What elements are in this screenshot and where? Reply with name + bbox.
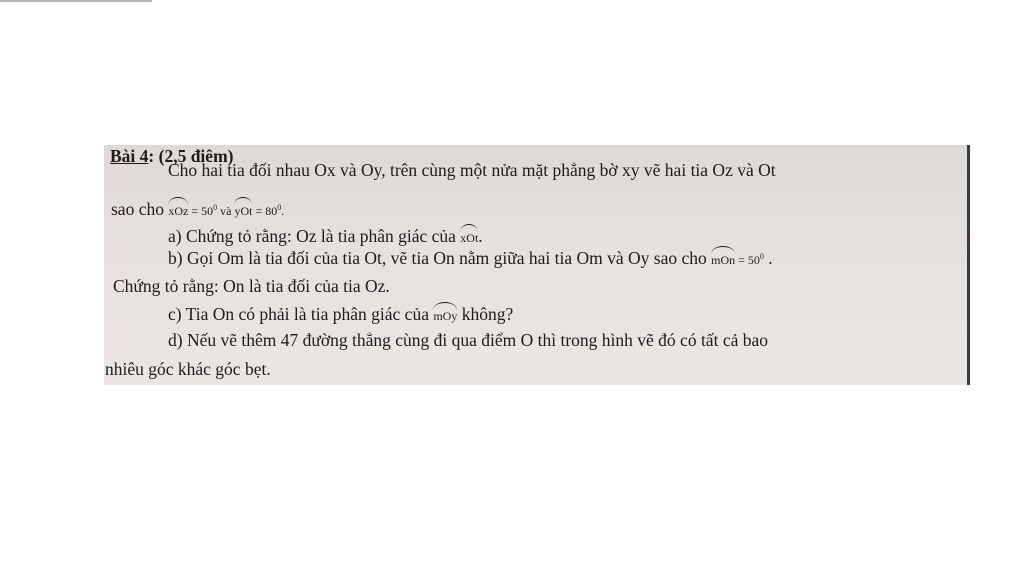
angle-moy: mOy: [433, 303, 457, 326]
angle-mon: mOn: [711, 247, 735, 270]
part-c: c) Tia On có phải là tia phân giác của mOy không?: [168, 304, 514, 324]
part-b: b) Gọi Om là tia đối của tia Ot, vẽ tia On nằm giữa hai tia Om và Oy sao cho mOn = $50^0$ .: [168, 248, 773, 268]
angle-xoz: xOz: [168, 198, 188, 221]
angle-xoz-expr: xOz = $50^0$ và yOt = $80^0$.: [168, 204, 284, 218]
angle-yot: yOt: [234, 198, 252, 221]
exercise-number: Bài 4: [110, 146, 149, 166]
angle-xot: xOt: [460, 225, 478, 248]
part-d-line-2: nhiêu góc khác góc bẹt.: [105, 359, 271, 379]
exercise-photo: [104, 145, 970, 385]
part-a: a) Chứng tỏ rằng: Oz là tia phân giác của xOt.: [168, 226, 483, 246]
part-d-line-1: d) Nếu vẽ thêm 47 đường thẳng cùng đi qua điểm O thì trong hình vẽ đó có tất cả bao: [168, 330, 768, 350]
part-b-line-2: Chứng tỏ rằng: On là tia đối của tia Oz.: [113, 276, 390, 296]
angle-mon-expr: mOn = $50^0$: [711, 253, 764, 267]
intro-line-2: sao cho xOz = $50^0$ và yOt = $80^0$.: [111, 199, 285, 219]
intro-line-1: Cho hai tia đối nhau Ox và Oy, trên cùng một nửa mặt phẳng bờ xy vẽ hai tia Oz và Ot: [168, 160, 776, 180]
exercise-points: : (2,5 điêm): [148, 146, 234, 166]
top-divider: [0, 0, 152, 2]
